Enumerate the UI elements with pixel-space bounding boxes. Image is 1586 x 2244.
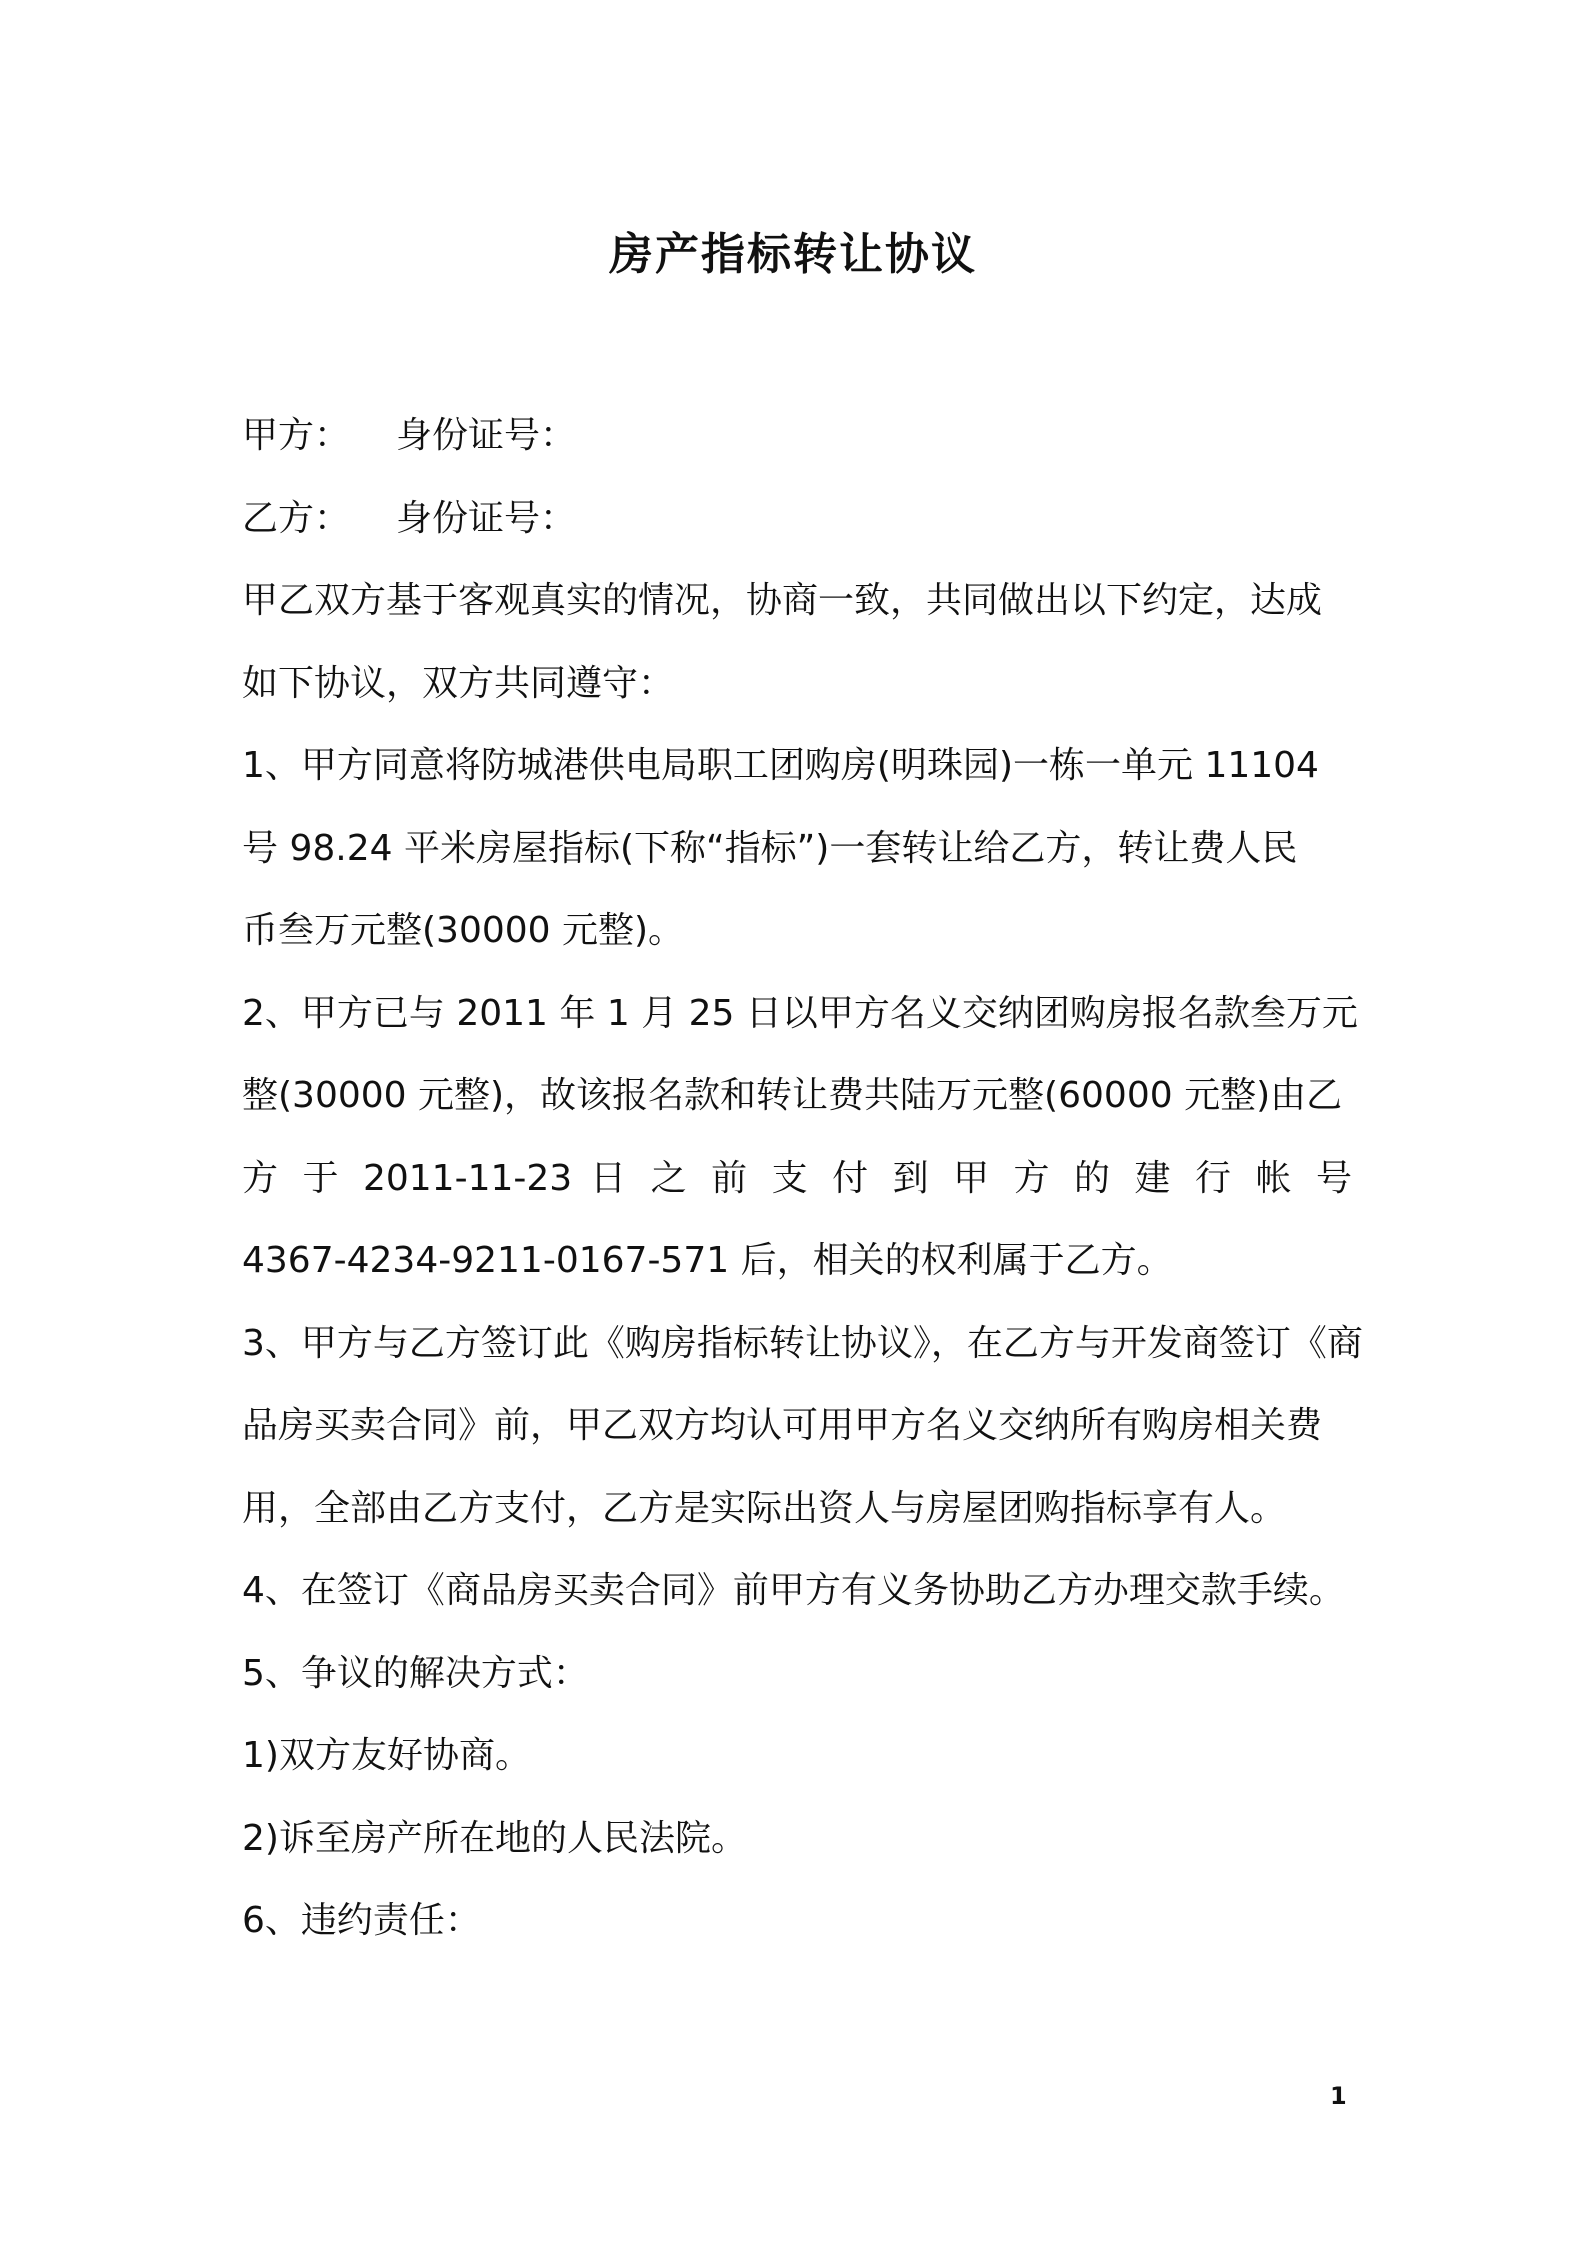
page-title: 房产指标转让协议 (609, 229, 977, 280)
text-line: 1、甲方同意将防城港供电局职工团购房(明珠园)一栋一单元 11104 (242, 745, 1319, 786)
text-line: 2、甲方已与 2011 年 1 月 25 日以甲方名义交纳团购房报名款叁万元 (242, 992, 1358, 1034)
text-line: 如下协议，双方共同遵守： (242, 662, 675, 704)
party-a-id-label: 身份证号： (396, 415, 577, 456)
text-line: 1)双方友好协商。 (242, 1735, 531, 1776)
text-line: 甲乙双方基于客观真实的情况，协商一致，共同做出以下约定，达成 (242, 580, 1323, 621)
text-line: 用，全部由乙方支付，乙方是实际出资人与房屋团购指标享有人。 (242, 1487, 1287, 1529)
party-b-id-label: 身份证号： (396, 497, 577, 539)
text-line: 5、争议的解决方式： (242, 1652, 589, 1694)
party-b-label: 乙方： (242, 497, 351, 539)
page-number: 1 (1330, 2082, 1347, 2110)
text-line: 2)诉至房产所在地的人民法院。 (242, 1817, 747, 1859)
text-line: 6、违约责任： (242, 1900, 481, 1941)
party-a-line (242, 401, 1352, 484)
document-body (242, 401, 1363, 1969)
text-line: 号 98.24 平米房屋指标(下称“指标”)一套转让给乙方，转让费人民 (242, 827, 1298, 869)
text-line: 4、在签订《商品房买卖合同》前甲方有义务协助乙方办理交款手续。 (242, 1570, 1345, 1611)
text-line: 3、甲方与乙方签订此《购房指标转让协议》，在乙方与开发商签订《商 (242, 1322, 1363, 1364)
party-a-label: 甲方： (242, 415, 351, 456)
text-line: 币叁万元整(30000 元整)。 (242, 910, 685, 951)
party-b-line (242, 484, 1352, 567)
text-line: 4367-4234-9211-0167-571 后，相关的权利属于乙方。 (242, 1240, 1173, 1281)
text-line: 整(30000 元整)，故该报名款和转让费共陆万元整(60000 元整)由乙 (242, 1075, 1343, 1116)
text-line: 品房买卖合同》前，甲乙双方均认可用甲方名义交纳所有购房相关费 (242, 1405, 1323, 1446)
text-line: 方 于 2011-11-23 日 之 前 支 付 到 甲 方 的 建 行 帐 号 (242, 1157, 1352, 1199)
